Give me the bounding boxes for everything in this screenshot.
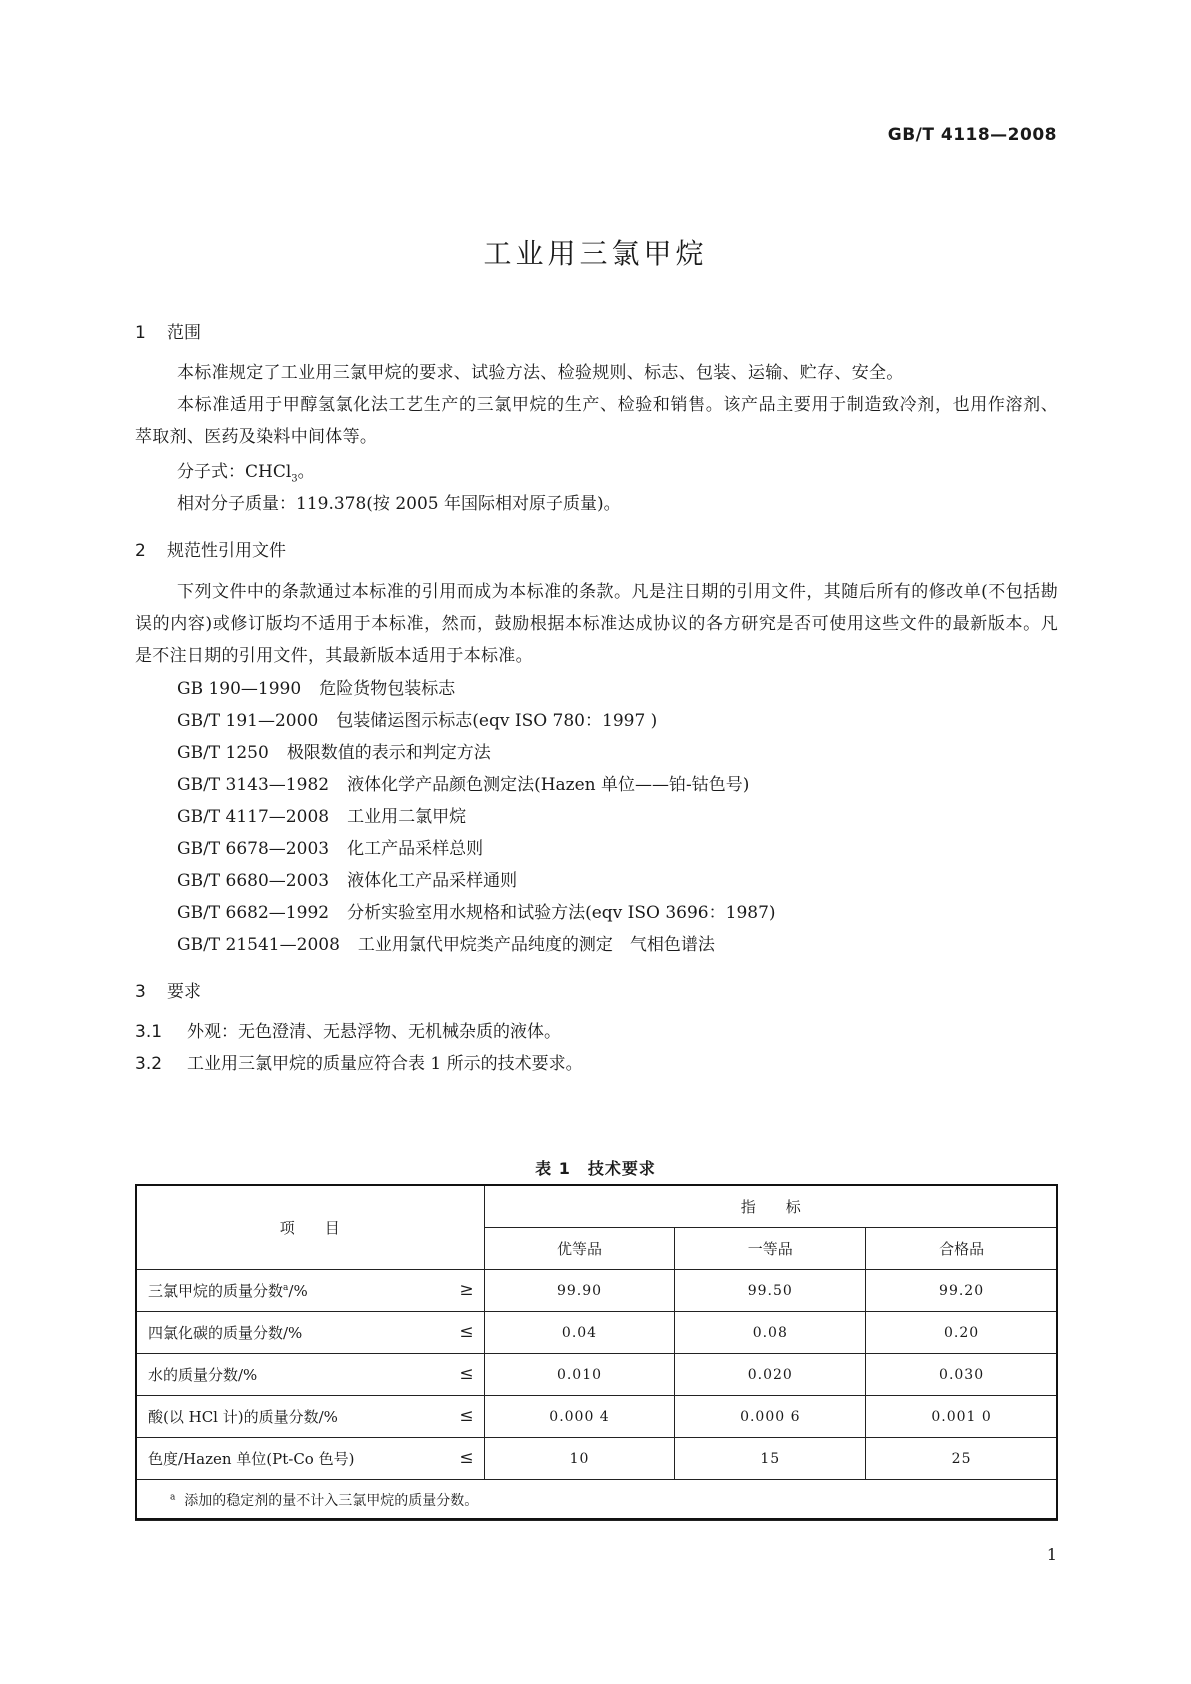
reference-code: GB/T 1250 xyxy=(177,743,269,763)
section-heading-scope xyxy=(135,318,201,343)
comparison-symbol: ≤ xyxy=(459,1322,474,1342)
value-cell: 0.000 6 xyxy=(675,1396,866,1438)
table-footnote xyxy=(136,1480,1058,1521)
formula-line xyxy=(177,457,315,484)
value-cell: 10 xyxy=(484,1438,675,1480)
table-row xyxy=(136,1270,1058,1312)
section-number: 3 xyxy=(135,982,146,1002)
item-label: 水的质量分数/% xyxy=(148,1366,258,1384)
footnote-ref: a xyxy=(283,1283,289,1293)
reference-title: 极限数值的表示和判定方法 xyxy=(286,743,491,763)
reference-code: GB/T 6682—1992 xyxy=(177,903,330,923)
page-number: 1 xyxy=(1046,1545,1057,1564)
section-number: 2 xyxy=(135,541,146,561)
value-cell: 0.030 xyxy=(866,1354,1058,1396)
table-row xyxy=(136,1354,1058,1396)
comparison-symbol: ≤ xyxy=(459,1448,474,1468)
molecular-mass-line: 相对分子质量：119.378(按 2005 年国际相对原子质量)。 xyxy=(177,494,621,514)
table-header-row xyxy=(136,1185,1058,1228)
reference-title: 工业用氯代甲烷类产品纯度的测定 气相色谱法 xyxy=(357,935,715,955)
reference-item xyxy=(177,770,749,795)
reference-item xyxy=(177,834,483,859)
value-cell: 0.020 xyxy=(675,1354,866,1396)
reference-item xyxy=(177,898,776,923)
reference-title: 液体化学产品颜色测定法(Hazen 单位——铂-钴色号) xyxy=(347,775,750,795)
reference-code: GB/T 3143—1982 xyxy=(177,775,330,795)
value-cell: 0.000 4 xyxy=(484,1396,675,1438)
item-cell xyxy=(136,1396,485,1438)
index-column-header: 指 标 xyxy=(484,1185,1057,1228)
reference-item xyxy=(177,738,491,763)
reference-title: 危险货物包装标志 xyxy=(319,679,456,699)
table-row xyxy=(136,1438,1058,1480)
reference-item xyxy=(177,802,466,827)
reference-code: GB/T 4117—2008 xyxy=(177,807,330,827)
requirement-number: 3.2 xyxy=(135,1054,163,1074)
item-cell xyxy=(136,1354,485,1396)
item-cell xyxy=(136,1270,485,1312)
comparison-symbol: ≥ xyxy=(459,1280,474,1300)
item-label: 酸(以 HCl 计)的质量分数/% xyxy=(148,1408,338,1426)
reference-code: GB/T 191—2000 xyxy=(177,711,319,731)
value-cell: 99.90 xyxy=(484,1270,675,1312)
reference-item xyxy=(177,706,657,731)
formula-subscript: 3 xyxy=(291,473,298,485)
requirement-text: 外观：无色澄清、无悬浮物、无机械杂质的液体。 xyxy=(187,1022,561,1042)
reference-code: GB/T 21541—2008 xyxy=(177,935,340,955)
reference-title: 液体化工产品采样通则 xyxy=(347,871,518,891)
section-title: 范围 xyxy=(167,323,201,343)
paragraph: 本标准适用于甲醇氢氯化法工艺生产的三氯甲烷的生产、检验和销售。该产品主要用于制造致冷剂，也用作溶剂、萃取剂、医药及染料中间体等。 xyxy=(135,395,1058,447)
section-heading-normative-references xyxy=(135,536,286,561)
item-unit: /% xyxy=(288,1282,308,1300)
value-cell: 0.04 xyxy=(484,1312,675,1354)
item-label: 色度/Hazen 单位(Pt-Co 色号) xyxy=(148,1450,355,1468)
value-cell: 0.08 xyxy=(675,1312,866,1354)
comparison-symbol: ≤ xyxy=(459,1364,474,1384)
reference-item xyxy=(177,866,517,891)
grade-header: 合格品 xyxy=(866,1228,1058,1270)
reference-title: 化工产品采样总则 xyxy=(347,839,484,859)
value-cell: 15 xyxy=(675,1438,866,1480)
reference-item xyxy=(177,930,715,955)
document-title: 工业用三氯甲烷 xyxy=(483,237,708,270)
reference-code: GB 190—1990 xyxy=(177,679,302,699)
standard-code: GB/T 4118—2008 xyxy=(887,125,1057,145)
table-row xyxy=(136,1396,1058,1438)
footnote-text: 添加的稳定剂的量不计入三氯甲烷的质量分数。 xyxy=(184,1493,479,1509)
value-cell: 25 xyxy=(866,1438,1058,1480)
value-cell: 0.001 0 xyxy=(866,1396,1058,1438)
value-cell: 99.50 xyxy=(675,1270,866,1312)
item-label: 三氯甲烷的质量分数 xyxy=(148,1282,284,1300)
section-title: 规范性引用文件 xyxy=(167,541,286,561)
formula-label: 分子式：CHCl xyxy=(177,462,292,482)
footnote-mark: a xyxy=(170,1492,176,1503)
item-column-header: 项 目 xyxy=(136,1185,485,1270)
section-heading-requirements xyxy=(135,977,201,1002)
section-number: 1 xyxy=(135,323,146,343)
reference-item xyxy=(177,674,455,699)
requirement-text: 工业用三氯甲烷的质量应符合表 1 所示的技术要求。 xyxy=(187,1054,583,1074)
grade-header: 优等品 xyxy=(484,1228,675,1270)
requirement-item xyxy=(135,1017,561,1042)
item-cell xyxy=(136,1312,485,1354)
value-cell: 99.20 xyxy=(866,1270,1058,1312)
value-cell: 0.20 xyxy=(866,1312,1058,1354)
paragraph: 本标准规定了工业用三氯甲烷的要求、试验方法、检验规则、标志、包装、运输、贮存、安全。 xyxy=(177,363,904,383)
requirement-item xyxy=(135,1049,583,1074)
table-row xyxy=(136,1312,1058,1354)
reference-code: GB/T 6678—2003 xyxy=(177,839,330,859)
item-cell xyxy=(136,1438,485,1480)
formula-end: 。 xyxy=(297,462,315,482)
section-title: 要求 xyxy=(167,982,201,1002)
value-cell: 0.010 xyxy=(484,1354,675,1396)
table-footnote-row xyxy=(136,1480,1058,1521)
technical-requirements-table xyxy=(135,1184,1058,1521)
item-label: 四氯化碳的质量分数/% xyxy=(148,1324,303,1342)
reference-title: 工业用二氯甲烷 xyxy=(347,807,467,827)
reference-code: GB/T 6680—2003 xyxy=(177,871,330,891)
table-caption: 表 1 技术要求 xyxy=(535,1159,656,1178)
reference-title: 包装储运图示标志(eqv ISO 780：1997 ) xyxy=(336,711,658,731)
requirement-number: 3.1 xyxy=(135,1022,163,1042)
reference-title: 分析实验室用水规格和试验方法(eqv ISO 3696：1987) xyxy=(347,903,776,923)
paragraph: 下列文件中的条款通过本标准的引用而成为本标准的条款。凡是注日期的引用文件，其随后所有的修改单(不包括勘误的内容)或修订版均不适用于本标准，然而，鼓励根据本标准达成协议的各方研究是否可使用这些文件的最新版本。凡是不注日期的引用文件，其最新版本适用于本标准。 xyxy=(135,582,1058,666)
comparison-symbol: ≤ xyxy=(459,1406,474,1426)
grade-header: 一等品 xyxy=(675,1228,866,1270)
